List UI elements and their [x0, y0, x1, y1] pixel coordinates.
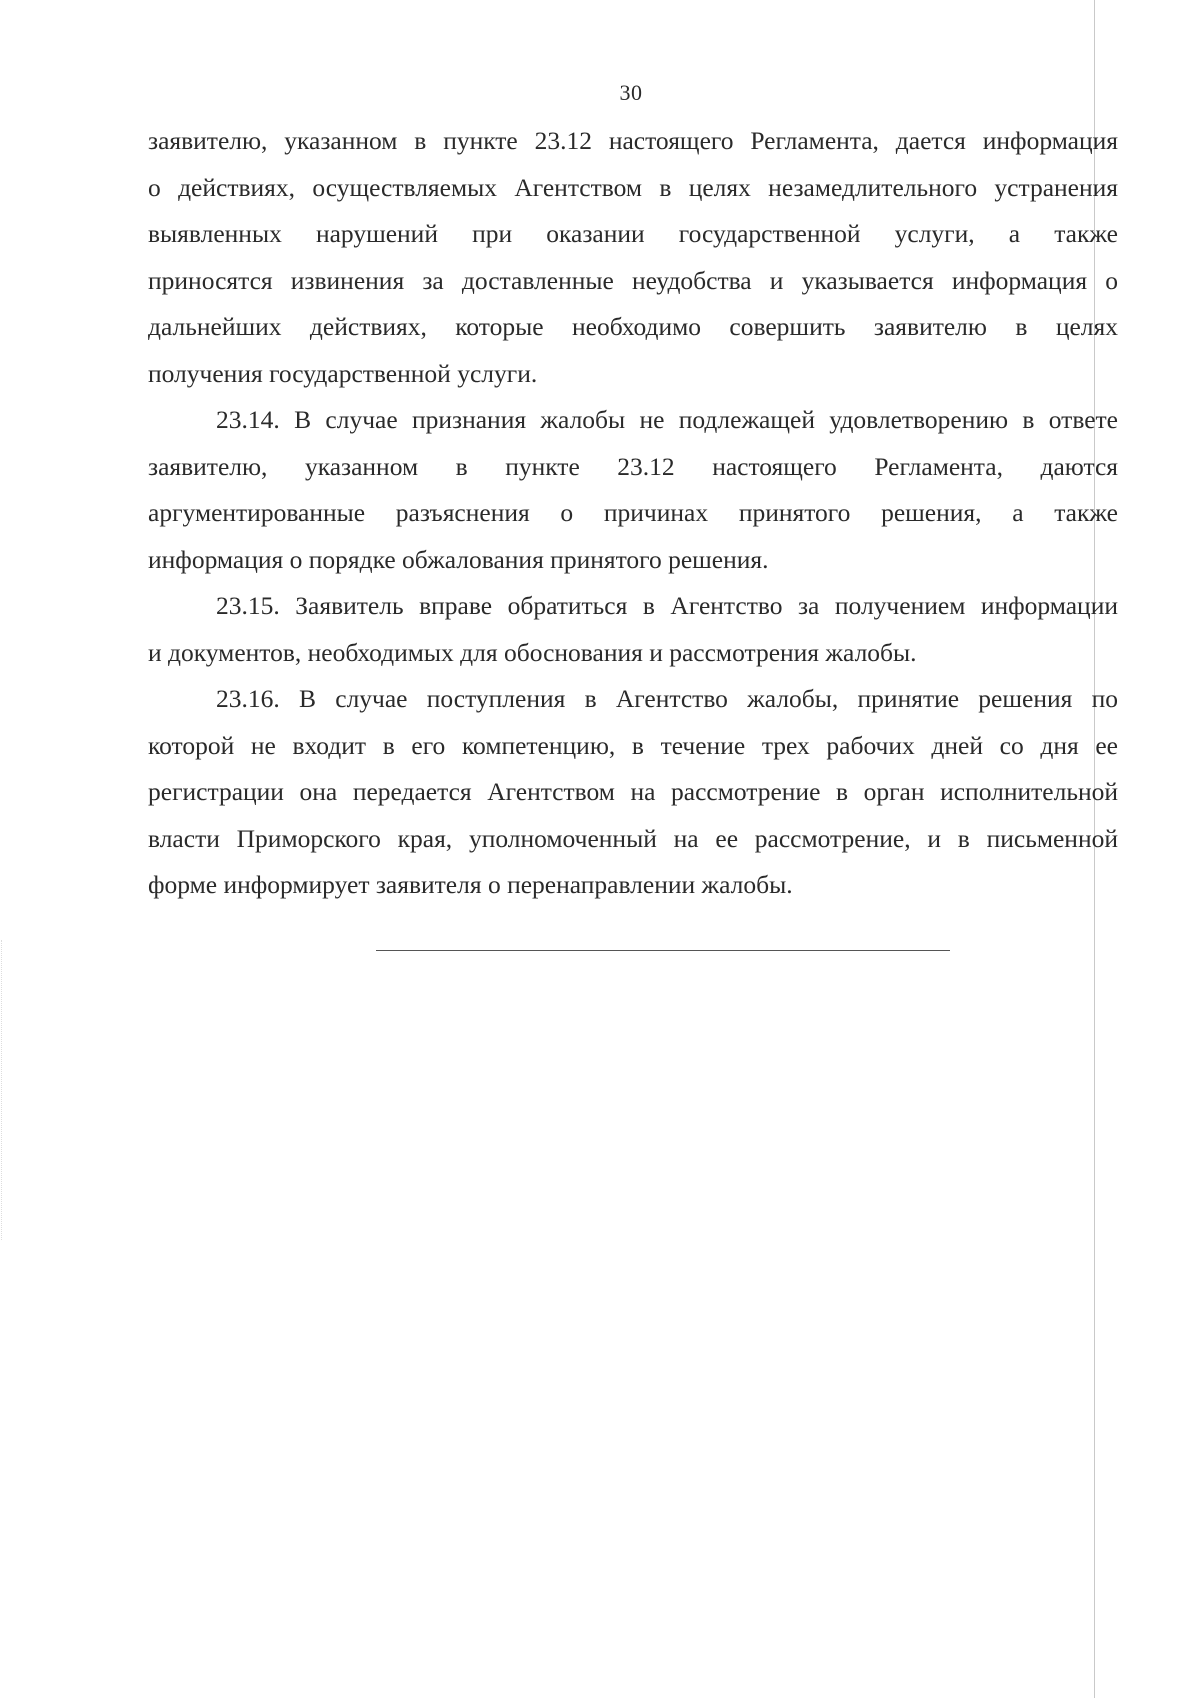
scan-left-edge [1, 940, 2, 1240]
paragraph-start-23-16: 23.16. В случае поступления в Агентство жалобы, принятие решения по [216, 684, 1118, 713]
text-line: дальнейших действиях, которые необходимо совершить заявителю в целях [148, 312, 1118, 341]
text-line: заявителю, указанном в пункте 23.12 настоящего Регламента, дается информация [148, 126, 1118, 155]
document-body [148, 118, 1118, 909]
text-line: информация о порядке обжалования принятого решения. [148, 544, 769, 574]
text-line: регистрации она передается Агентством на рассмотрение в орган исполнительной [148, 777, 1118, 806]
text-line: форме информирует заявителя о перенаправлении жалобы. [148, 870, 793, 899]
paragraph-start-23-15: 23.15. Заявитель вправе обратиться в Агентство за получением информации [216, 591, 1118, 620]
text-line: аргументированные разъяснения о причинах принятого решения, а также [148, 498, 1118, 527]
text-line: и документов, необходимых для обоснования и рассмотрения жалобы. [148, 637, 917, 667]
page-number: 30 [619, 80, 643, 105]
text-line: которой не входит в его компетенцию, в течение трех рабочих дней со дня ее [148, 730, 1118, 760]
text-line: выявленных нарушений при оказании государственной услуги, а также [148, 219, 1118, 248]
closing-divider [376, 950, 950, 951]
paragraph-start-23-14: 23.14. В случае признания жалобы не подлежащей удовлетворению в ответе [216, 405, 1118, 434]
text-line: получения государственной услуги. [148, 358, 538, 388]
text-line: приносятся извинения за доставленные неудобства и указывается информация о [148, 265, 1118, 295]
text-line: власти Приморского края, уполномоченный на ее рассмотрение, и в письменной [148, 823, 1118, 853]
text-line: заявителю, указанном в пункте 23.12 настоящего Регламента, даются [148, 451, 1118, 481]
text-line: о действиях, осуществляемых Агентством в целях незамедлительного устранения [148, 172, 1118, 202]
